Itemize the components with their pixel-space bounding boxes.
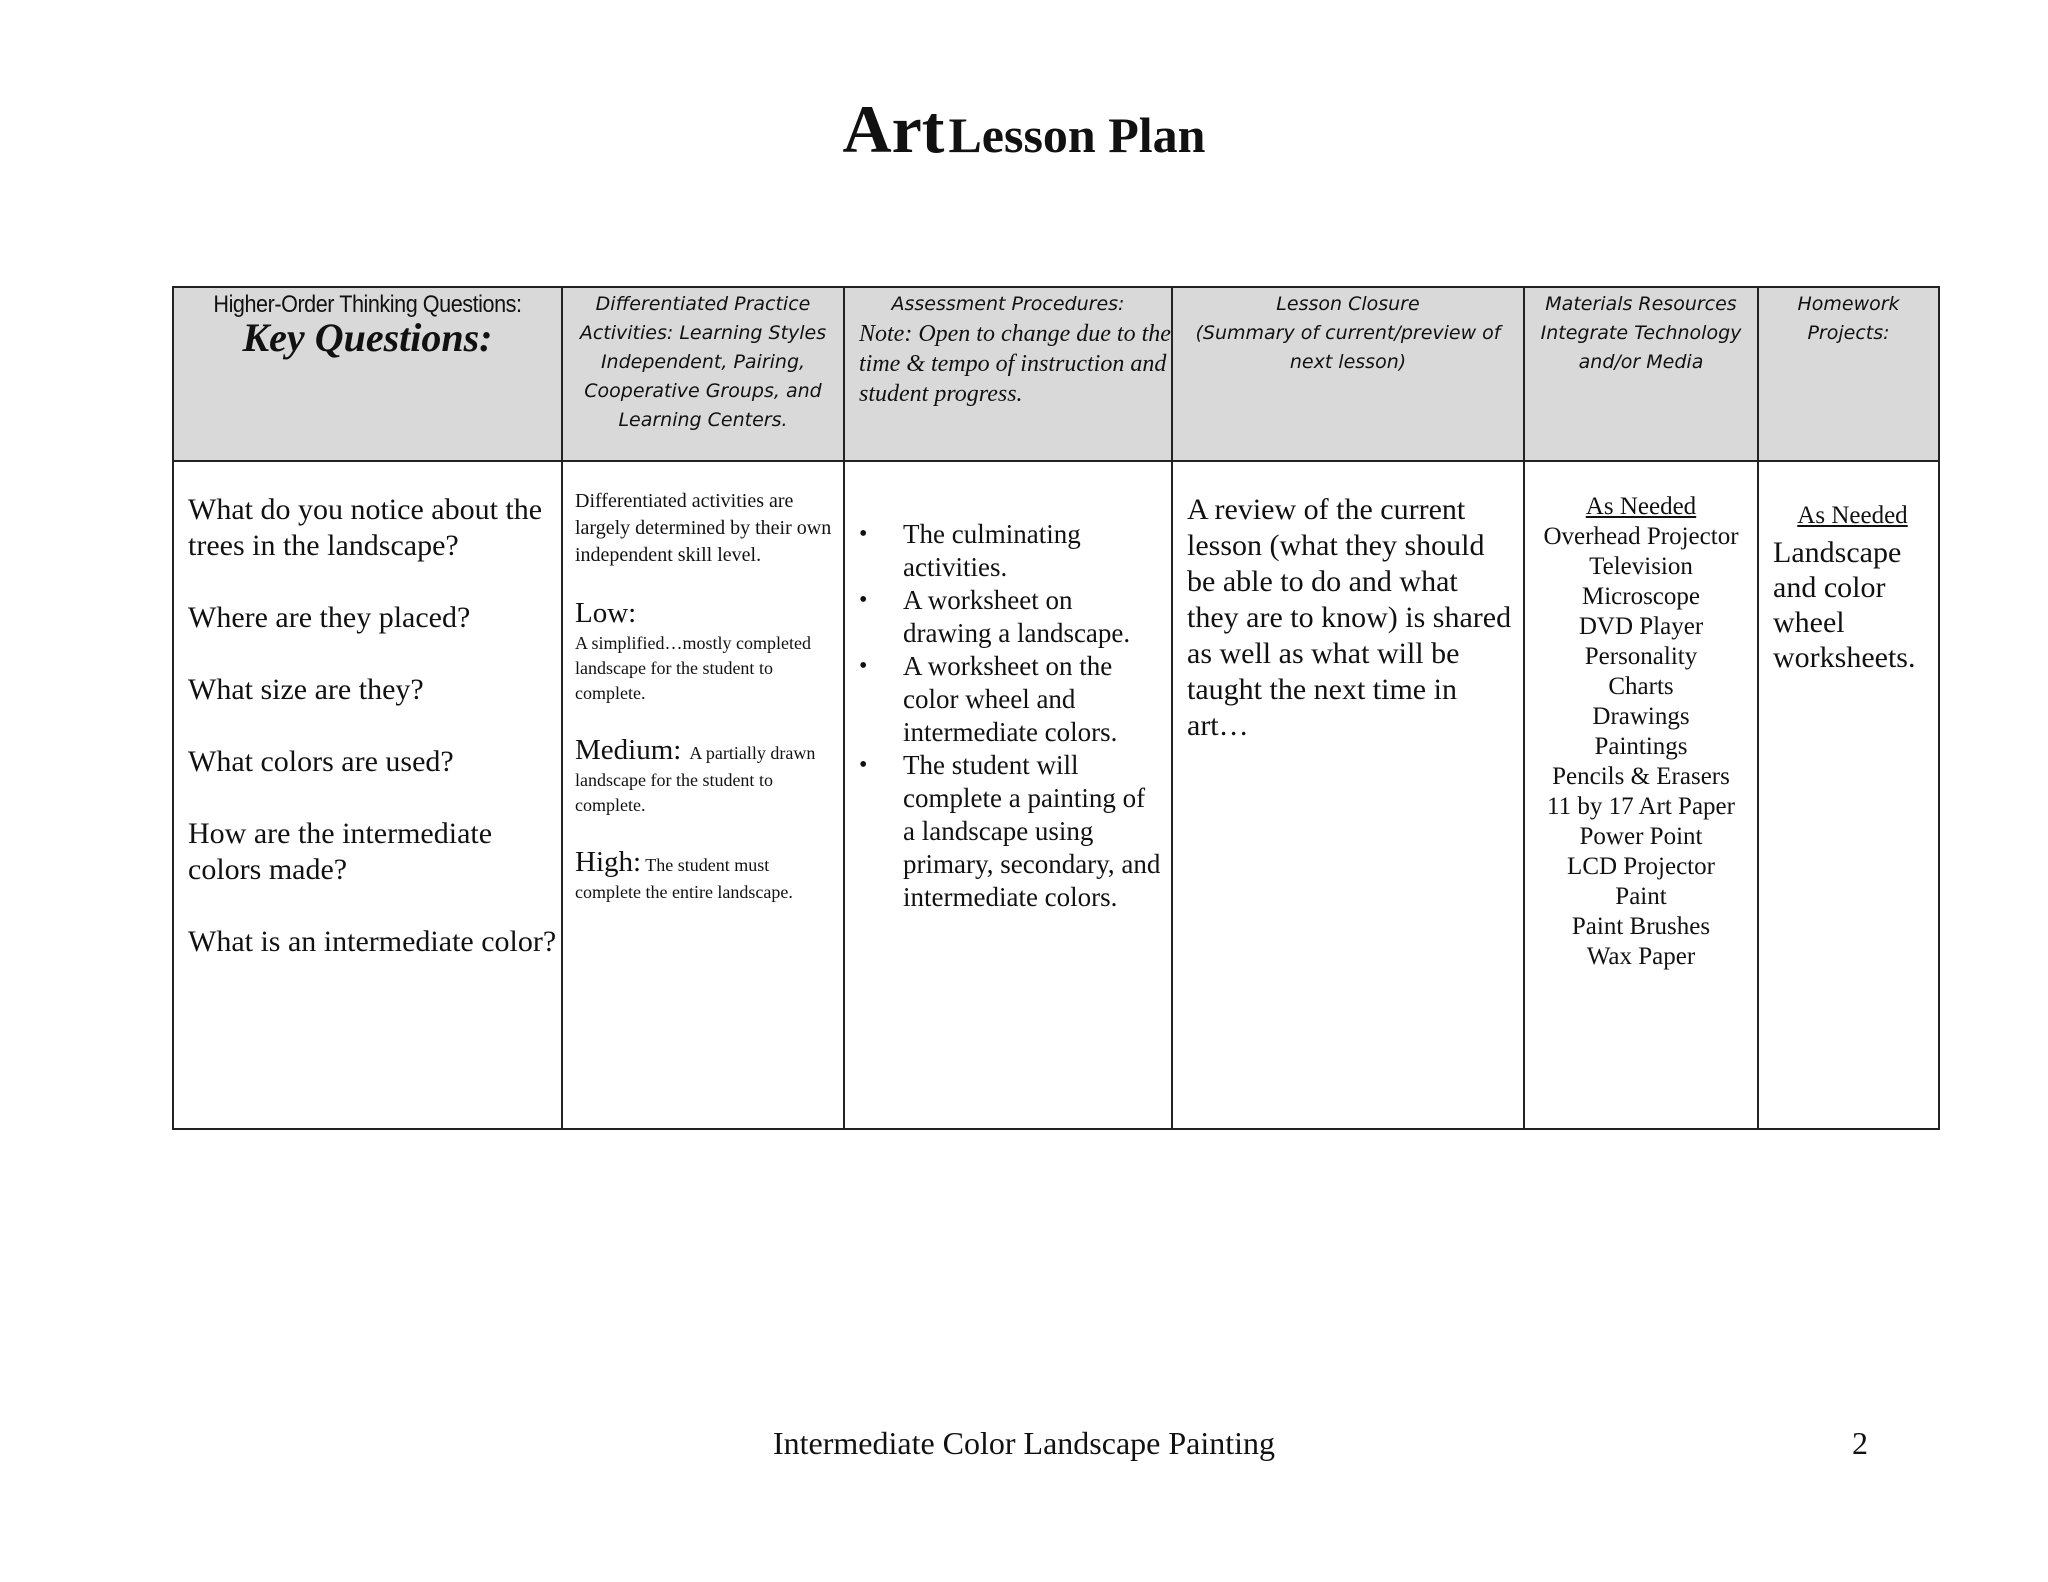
- level-high-text: The student must complete the entire landscape.: [575, 855, 793, 902]
- header-materials-text: Materials Resources Integrate Technology and/or Media: [1540, 293, 1742, 373]
- material-item: Charts: [1608, 673, 1674, 700]
- material-item: Pencils & Erasers: [1552, 763, 1730, 790]
- assessment-item: • A worksheet on drawing a landscape.: [855, 584, 1163, 650]
- key-question: What colors are used?: [188, 745, 454, 778]
- closure-text: A review of the current lesson (what they should be able to do and what they are to know) is shared as well as what will be taught the next time in art…: [1187, 493, 1512, 742]
- level-high-label: High:: [575, 846, 642, 878]
- key-question: Where are they placed?: [188, 601, 471, 634]
- material-item: Paint Brushes: [1571, 913, 1711, 940]
- material-item: Overhead Projector: [1543, 523, 1739, 550]
- key-question: What do you notice about the trees in the landscape?: [188, 493, 543, 562]
- level-low: [575, 595, 833, 706]
- assessment-item: • The student will complete a painting of a landscape using primary, secondary, and intermediate colors.: [855, 749, 1163, 914]
- title-art: Art: [842, 91, 945, 167]
- header-differentiated: [562, 287, 844, 461]
- homework-cell: [1758, 461, 1939, 1129]
- header-closure-sub: (Summary of current/preview of next lesson): [1195, 322, 1501, 373]
- level-medium-text: A partially drawn landscape for the student to complete.: [575, 743, 816, 815]
- key-questions-cell: [173, 461, 562, 1129]
- materials-cell: [1524, 461, 1758, 1129]
- level-medium: [575, 732, 833, 818]
- materials-heading: As Needed: [1585, 493, 1697, 520]
- header-closure-title: Lesson Closure: [1276, 293, 1420, 315]
- header-assessment: [844, 287, 1172, 461]
- material-item: Paint: [1615, 883, 1667, 910]
- level-low-label: Low:: [575, 597, 637, 629]
- assessment-cell: [844, 461, 1172, 1129]
- material-item: Power Point: [1579, 823, 1703, 850]
- material-item: Drawings: [1592, 703, 1690, 730]
- assessment-item: • The culminating activities.: [855, 518, 1163, 584]
- material-item: Microscope: [1581, 583, 1701, 610]
- differentiated-cell: [562, 461, 844, 1129]
- level-medium-label: Medium:: [575, 734, 682, 766]
- material-item: DVD Player: [1578, 613, 1704, 640]
- material-item: Paintings: [1594, 733, 1688, 760]
- header-key-questions-subtitle: Higher-Order Thinking Questions:: [213, 291, 522, 318]
- key-question: What is an intermediate color?: [188, 925, 557, 958]
- level-high: [575, 844, 833, 905]
- homework-text: Landscape and color wheel worksheets.: [1773, 536, 1916, 674]
- header-differentiated-text: Differentiated Practice Activities: Learning Styles Independent, Pairing, Cooperative Groups, and Learning Centers.: [579, 293, 827, 431]
- title-lesson-plan: Lesson Plan: [948, 107, 1206, 163]
- material-item: Television: [1589, 553, 1693, 580]
- material-item: 11 by 17 Art Paper: [1547, 793, 1735, 820]
- header-closure: [1172, 287, 1524, 461]
- key-question: How are the intermediate colors made?: [188, 817, 493, 886]
- header-assessment-title: Assessment Procedures:: [891, 293, 1125, 315]
- page-number: 2: [1852, 1425, 1868, 1461]
- homework-heading: As Needed: [1797, 502, 1908, 529]
- header-row: [173, 287, 1939, 461]
- material-item: Personality: [1584, 643, 1698, 670]
- footer-title: Intermediate Color Landscape Painting: [772, 1425, 1276, 1461]
- header-materials: [1524, 287, 1758, 461]
- page-title: [0, 91, 2048, 167]
- key-question: What size are they?: [188, 673, 424, 706]
- differentiated-intro: Differentiated activities are largely determined by their own independent skill level.: [575, 490, 832, 566]
- content-row: [173, 461, 1939, 1129]
- header-key-questions-title: Key Questions:: [242, 315, 493, 360]
- lesson-plan-table: [172, 286, 1940, 1130]
- header-homework-text: Homework Projects:: [1797, 293, 1900, 344]
- material-item: Wax Paper: [1586, 943, 1696, 970]
- header-key-questions: [173, 287, 562, 461]
- header-homework: [1758, 287, 1939, 461]
- material-item: LCD Projector: [1567, 853, 1715, 880]
- level-low-text: A simplified…mostly completed landscape for the student to complete.: [575, 633, 811, 703]
- closure-cell: [1172, 461, 1524, 1129]
- header-assessment-note: Note: Open to change due to the time & tempo of instruction and student progress.: [859, 321, 1171, 407]
- assessment-item: • A worksheet on the color wheel and intermediate colors.: [855, 650, 1163, 749]
- assessment-list: [855, 518, 1163, 914]
